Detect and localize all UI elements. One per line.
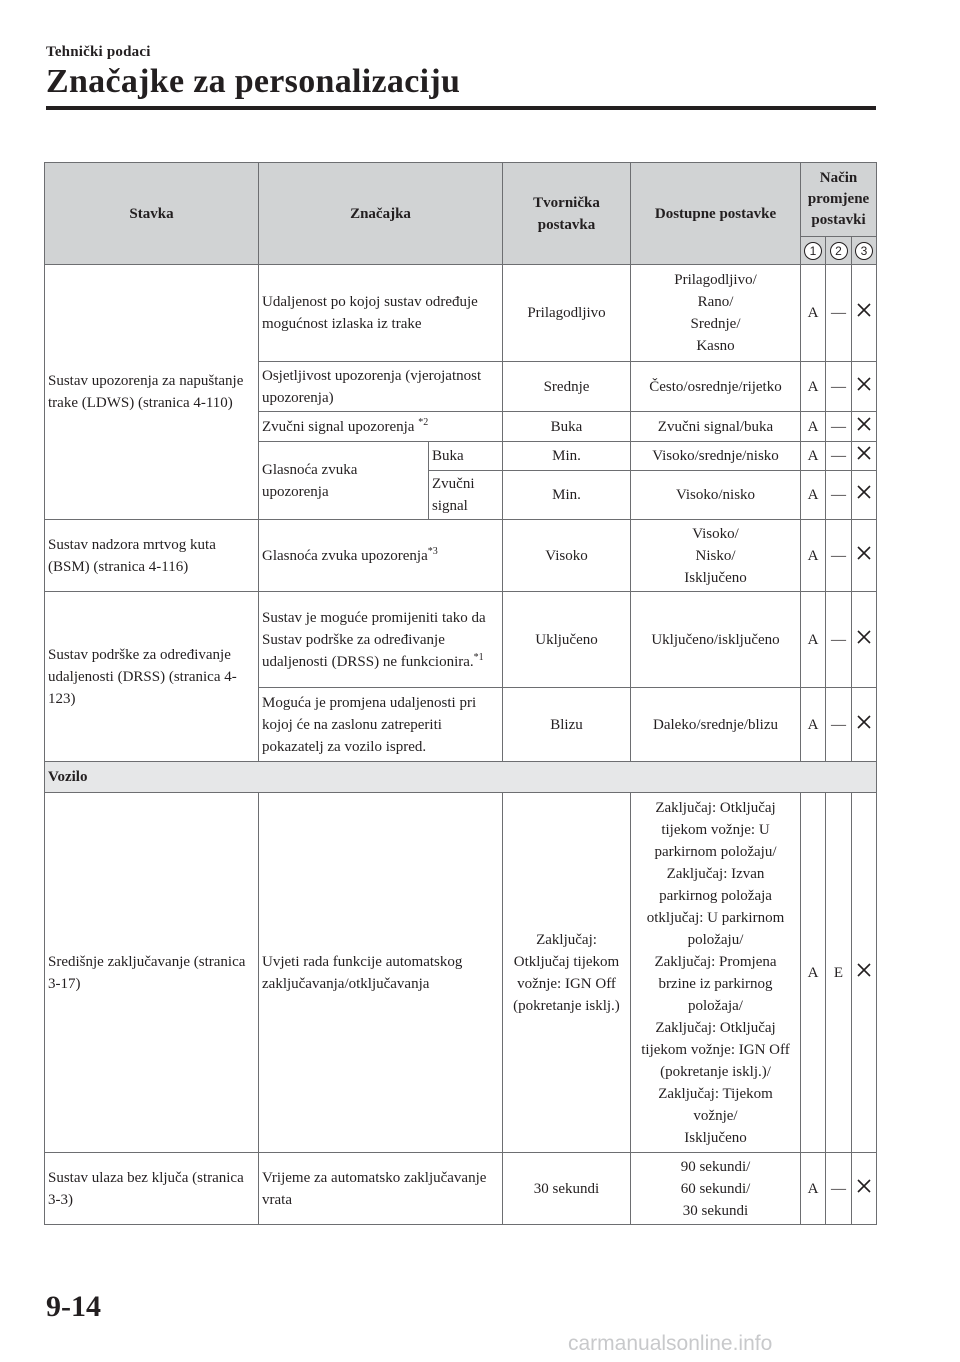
cross-icon [857, 715, 871, 729]
central-locking-item: Središnje zaključavanje (stranica 3-17) [45, 793, 259, 1153]
method-col-1 [801, 237, 826, 265]
available-cell: Često/osrednje/rijetko [631, 362, 801, 412]
cross-icon [857, 303, 871, 317]
cross-icon [857, 546, 871, 560]
cross-icon [857, 485, 871, 499]
available-cell: Daleko/srednje/blizu [631, 688, 801, 762]
factory-cell: Blizu [503, 688, 631, 762]
feature-text: Zvučni signal upozorenja [262, 418, 419, 435]
feature-cell: Moguća je promjena udaljenosti pri kojoj će na zaslonu zatreperiti pokazatelj za vozilo ispred. [259, 688, 503, 762]
factory-cell: Zaključaj: Otključaj tijekom vožnje: IGN Off (pokretanje isklj.) [503, 793, 631, 1153]
feature-cell: Udaljenost po kojoj sustav određuje mogućnost izlaska iz trake [259, 265, 503, 362]
drss-item: Sustav podrške za određivanje udaljenosti (DRSS) (stranica 4-123) [45, 592, 259, 762]
cross-icon [857, 446, 871, 460]
available-cell: 90 sekundi/ 60 sekundi/ 30 sekundi [631, 1153, 801, 1225]
method-1-cell: A [801, 592, 826, 688]
available-cell: Uključeno/isključeno [631, 592, 801, 688]
available-cell: Visoko/ Nisko/ Isključeno [631, 520, 801, 592]
col-header-znacajka: Značajka [259, 163, 503, 265]
cross-icon [857, 377, 871, 391]
method-3-cell [852, 1153, 877, 1225]
method-2-cell: — [826, 1153, 852, 1225]
section-label-vozilo: Vozilo [45, 762, 877, 793]
method-1-cell: A [801, 412, 826, 442]
cross-icon [857, 417, 871, 431]
title-divider [46, 106, 876, 110]
feature-cell [259, 592, 503, 688]
feature-cell [259, 412, 503, 442]
footnote-mark: *3 [427, 545, 438, 557]
feature-text: Sustav je moguće promijeniti tako da Sustav podrške za određivanje udaljenosti (DRSS) ne funkcionira. [262, 609, 486, 670]
factory-cell: Min. [503, 471, 631, 520]
method-3-cell [852, 412, 877, 442]
method-3-cell [852, 362, 877, 412]
cross-icon [857, 1179, 871, 1193]
number-1-icon: 1 [804, 242, 822, 260]
section-row-vozilo [45, 762, 877, 793]
col-header-tvornicka: Tvornička postavka [503, 163, 631, 265]
number-2-icon: 2 [830, 242, 848, 260]
page-number: 9-14 [46, 1290, 101, 1323]
footnote-mark: *2 [418, 416, 429, 428]
method-col-3 [852, 237, 877, 265]
method-2-cell: — [826, 520, 852, 592]
factory-cell: Buka [503, 412, 631, 442]
method-2-cell: — [826, 265, 852, 362]
personalization-table [44, 162, 877, 1225]
feature-cell: Glasnoća zvuka upozorenja [259, 442, 429, 520]
method-2-cell: — [826, 362, 852, 412]
method-2-cell: — [826, 688, 852, 762]
method-2-cell: — [826, 471, 852, 520]
method-1-cell: A [801, 793, 826, 1153]
factory-cell: 30 sekundi [503, 1153, 631, 1225]
method-col-2 [826, 237, 852, 265]
feature-cell: Vrijeme za automatsko zaključavanje vrata [259, 1153, 503, 1225]
feature-cell: Uvjeti rada funkcije automatskog zaključavanja/otključavanja [259, 793, 503, 1153]
factory-cell: Min. [503, 442, 631, 471]
col-header-stavka: Stavka [45, 163, 259, 265]
available-cell: Prilagodljivo/ Rano/ Srednje/ Kasno [631, 265, 801, 362]
available-cell: Zvučni signal/buka [631, 412, 801, 442]
col-header-dostupne: Dostupne postavke [631, 163, 801, 265]
feature-cell: Osjetljivost upozorenja (vjerojatnost upozorenja) [259, 362, 503, 412]
feature-text: Glasnoća zvuka upozorenja [262, 547, 428, 564]
method-3-cell [852, 793, 877, 1153]
method-1-cell: A [801, 362, 826, 412]
sub-feature-cell: Buka [429, 442, 503, 471]
method-1-cell: A [801, 471, 826, 520]
method-3-cell [852, 471, 877, 520]
method-3-cell [852, 688, 877, 762]
method-1-cell: A [801, 520, 826, 592]
available-cell: Visoko/srednje/nisko [631, 442, 801, 471]
table-row [45, 1153, 877, 1225]
factory-cell: Uključeno [503, 592, 631, 688]
factory-cell: Srednje [503, 362, 631, 412]
factory-cell: Visoko [503, 520, 631, 592]
method-1-cell: A [801, 688, 826, 762]
footnote-mark: *1 [473, 651, 484, 663]
method-2-cell: — [826, 412, 852, 442]
table-row [45, 592, 877, 688]
page-header [46, 44, 876, 101]
method-3-cell [852, 592, 877, 688]
watermark: carmanualsonline.info [568, 1332, 773, 1355]
method-1-cell: A [801, 1153, 826, 1225]
keyless-item: Sustav ulaza bez ključa (stranica 3-3) [45, 1153, 259, 1225]
number-3-icon: 3 [855, 242, 873, 260]
table-row [45, 793, 877, 1153]
table-row [45, 265, 877, 362]
method-2-cell: E [826, 793, 852, 1153]
section-label: Tehnički podaci [46, 44, 151, 60]
ldws-item: Sustav upozorenja za napuštanje trake (LDWS) (stranica 4-110) [45, 265, 259, 520]
sub-feature-cell: Zvučni signal [429, 471, 503, 520]
table-row [45, 520, 877, 592]
method-1-cell: A [801, 265, 826, 362]
method-3-cell [852, 520, 877, 592]
method-3-cell [852, 265, 877, 362]
available-cell: Visoko/nisko [631, 471, 801, 520]
available-cell: Zaključaj: Otključaj tijekom vožnje: U parkirnom položaju/ Zaključaj: Izvan parkirnog položaja otključaj: U parkirnom položaju/ Zaključaj: Promjena brzine iz parkirnog položaja/ Zaključaj: Otključaj tijekom vožnje: IGN Off (pokretanje isklj.)/ Zaključaj: Tijekom vožnje/ Isključeno [631, 793, 801, 1153]
method-2-cell: — [826, 442, 852, 471]
col-header-nacin: Način promjene postavki [801, 163, 877, 237]
factory-cell: Prilagodljivo [503, 265, 631, 362]
page-title: Značajke za personalizaciju [46, 63, 461, 100]
bsm-item: Sustav nadzora mrtvog kuta (BSM) (stranica 4-116) [45, 520, 259, 592]
cross-icon [857, 630, 871, 644]
method-3-cell [852, 442, 877, 471]
method-2-cell: — [826, 592, 852, 688]
feature-cell [259, 520, 503, 592]
cross-icon [857, 963, 871, 977]
method-1-cell: A [801, 442, 826, 471]
